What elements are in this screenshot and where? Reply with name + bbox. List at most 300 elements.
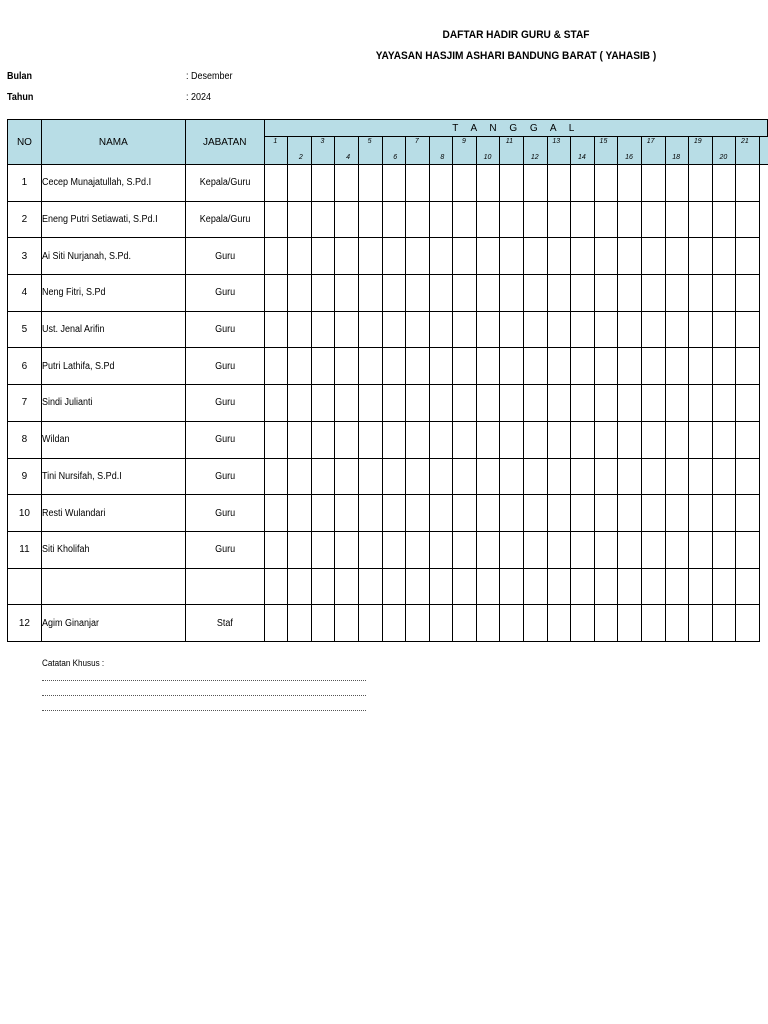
attendance-cell[interactable] (594, 348, 618, 385)
attendance-cell[interactable] (524, 568, 548, 605)
table-row (8, 605, 768, 642)
row-nama: Sindi Julianti (41, 397, 93, 409)
attendance-cell[interactable] (689, 238, 713, 275)
attendance-cell[interactable] (358, 385, 382, 422)
attendance-cell[interactable] (524, 275, 548, 312)
attendance-cell[interactable] (665, 495, 689, 532)
row-jabatan: Guru (214, 250, 235, 262)
attendance-cell[interactable] (571, 568, 595, 605)
attendance-cell[interactable] (311, 531, 335, 568)
attendance-cell[interactable] (500, 495, 524, 532)
attendance-cell[interactable] (500, 605, 524, 642)
attendance-cell[interactable] (476, 421, 500, 458)
attendance-cell[interactable] (288, 201, 312, 238)
attendance-cell[interactable] (453, 238, 477, 275)
attendance-cell[interactable] (524, 458, 548, 495)
attendance-cell[interactable] (641, 495, 665, 532)
attendance-cell[interactable] (547, 201, 571, 238)
attendance-cell[interactable] (288, 238, 312, 275)
attendance-cell[interactable] (594, 275, 618, 312)
attendance-cell[interactable] (641, 385, 665, 422)
attendance-cell[interactable] (358, 165, 382, 202)
attendance-cell[interactable] (689, 201, 713, 238)
attendance-cell[interactable] (712, 238, 736, 275)
attendance-cell[interactable] (618, 201, 642, 238)
attendance-cell[interactable] (524, 165, 548, 202)
attendance-cell[interactable] (736, 385, 760, 422)
attendance-cell[interactable] (358, 238, 382, 275)
attendance-cell[interactable] (429, 531, 453, 568)
attendance-cell[interactable] (358, 201, 382, 238)
attendance-cell[interactable] (335, 568, 359, 605)
row-jabatan-cell (185, 458, 264, 495)
attendance-cell[interactable] (689, 385, 713, 422)
row-nama: Agim Ginanjar (41, 617, 99, 629)
overflow-cell (759, 421, 767, 458)
attendance-cell[interactable] (429, 421, 453, 458)
attendance-cell[interactable] (429, 348, 453, 385)
attendance-cell[interactable] (641, 605, 665, 642)
attendance-cell[interactable] (264, 238, 288, 275)
attendance-cell[interactable] (665, 275, 689, 312)
attendance-cell[interactable] (500, 568, 524, 605)
attendance-cell[interactable] (358, 531, 382, 568)
attendance-cell[interactable] (594, 531, 618, 568)
attendance-cell[interactable] (547, 238, 571, 275)
header-nama: NAMA (41, 120, 185, 165)
attendance-cell[interactable] (311, 421, 335, 458)
attendance-cell[interactable] (524, 311, 548, 348)
attendance-cell[interactable] (453, 605, 477, 642)
attendance-cell[interactable] (476, 385, 500, 422)
attendance-cell[interactable] (665, 165, 689, 202)
attendance-cell[interactable] (500, 458, 524, 495)
attendance-cell[interactable] (406, 605, 430, 642)
attendance-cell[interactable] (594, 165, 618, 202)
attendance-cell[interactable] (712, 165, 736, 202)
attendance-cell[interactable] (335, 201, 359, 238)
attendance-cell[interactable] (382, 385, 406, 422)
attendance-cell[interactable] (712, 531, 736, 568)
attendance-cell[interactable] (665, 531, 689, 568)
attendance-cell[interactable] (335, 421, 359, 458)
row-nama-cell (41, 311, 185, 348)
attendance-cell[interactable] (665, 311, 689, 348)
attendance-cell[interactable] (571, 495, 595, 532)
attendance-cell[interactable] (406, 495, 430, 532)
attendance-cell[interactable] (406, 311, 430, 348)
attendance-cell[interactable] (665, 458, 689, 495)
attendance-cell[interactable] (641, 238, 665, 275)
attendance-cell[interactable] (476, 568, 500, 605)
attendance-cell[interactable] (453, 348, 477, 385)
attendance-cell[interactable] (453, 568, 477, 605)
attendance-cell[interactable] (571, 458, 595, 495)
attendance-cell[interactable] (524, 385, 548, 422)
attendance-cell[interactable] (736, 421, 760, 458)
row-jabatan-cell (185, 238, 264, 275)
attendance-cell[interactable] (712, 311, 736, 348)
day-header-cell (689, 137, 713, 165)
attendance-cell[interactable] (736, 568, 760, 605)
attendance-cell[interactable] (500, 165, 524, 202)
attendance-cell[interactable] (689, 421, 713, 458)
attendance-cell[interactable] (641, 165, 665, 202)
attendance-cell[interactable] (311, 605, 335, 642)
attendance-cell[interactable] (618, 238, 642, 275)
attendance-cell[interactable] (736, 495, 760, 532)
attendance-cell[interactable] (358, 421, 382, 458)
attendance-cell[interactable] (571, 238, 595, 275)
attendance-cell[interactable] (712, 385, 736, 422)
attendance-cell[interactable] (712, 201, 736, 238)
attendance-cell[interactable] (311, 458, 335, 495)
attendance-cell[interactable] (571, 275, 595, 312)
attendance-cell[interactable] (335, 495, 359, 532)
document-title: DAFTAR HADIR GURU & STAF (442, 29, 590, 41)
attendance-cell[interactable] (429, 458, 453, 495)
day-header-cell (382, 137, 406, 165)
attendance-cell[interactable] (358, 605, 382, 642)
attendance-cell[interactable] (311, 201, 335, 238)
row-jabatan-cell (185, 311, 264, 348)
attendance-cell[interactable] (712, 421, 736, 458)
attendance-cell[interactable] (406, 275, 430, 312)
attendance-cell[interactable] (641, 275, 665, 312)
attendance-cell[interactable] (335, 605, 359, 642)
attendance-cell[interactable] (547, 311, 571, 348)
attendance-cell[interactable] (594, 311, 618, 348)
attendance-cell[interactable] (665, 201, 689, 238)
attendance-cell[interactable] (476, 165, 500, 202)
attendance-cell[interactable] (571, 605, 595, 642)
attendance-cell[interactable] (594, 385, 618, 422)
attendance-cell[interactable] (288, 605, 312, 642)
attendance-cell[interactable] (689, 458, 713, 495)
attendance-cell[interactable] (453, 385, 477, 422)
attendance-cell[interactable] (689, 165, 713, 202)
attendance-cell[interactable] (689, 568, 713, 605)
attendance-cell[interactable] (406, 458, 430, 495)
attendance-cell[interactable] (382, 495, 406, 532)
attendance-cell[interactable] (618, 568, 642, 605)
attendance-cell[interactable] (453, 311, 477, 348)
attendance-cell[interactable] (594, 421, 618, 458)
attendance-cell[interactable] (618, 385, 642, 422)
day-header-cell (641, 137, 665, 165)
attendance-cell[interactable] (618, 311, 642, 348)
attendance-cell[interactable] (547, 568, 571, 605)
attendance-cell[interactable] (618, 495, 642, 532)
attendance-cell[interactable] (736, 311, 760, 348)
attendance-cell[interactable] (571, 531, 595, 568)
row-nama-cell (41, 348, 185, 385)
attendance-cell[interactable] (335, 238, 359, 275)
table-row (8, 495, 768, 532)
attendance-cell[interactable] (358, 495, 382, 532)
attendance-cell[interactable] (641, 348, 665, 385)
attendance-cell[interactable] (665, 568, 689, 605)
attendance-cell[interactable] (641, 421, 665, 458)
attendance-cell[interactable] (406, 238, 430, 275)
attendance-cell[interactable] (500, 201, 524, 238)
attendance-cell[interactable] (358, 458, 382, 495)
attendance-cell[interactable] (665, 348, 689, 385)
attendance-cell[interactable] (335, 458, 359, 495)
row-number: 8 (8, 421, 42, 458)
attendance-cell[interactable] (618, 165, 642, 202)
attendance-cell[interactable] (500, 348, 524, 385)
attendance-cell[interactable] (594, 568, 618, 605)
day-header-cell (500, 137, 524, 165)
attendance-cell[interactable] (335, 348, 359, 385)
attendance-cell[interactable] (689, 348, 713, 385)
attendance-cell[interactable] (594, 238, 618, 275)
attendance-cell[interactable] (571, 311, 595, 348)
day-header-cell (264, 137, 288, 165)
attendance-cell[interactable] (264, 421, 288, 458)
attendance-cell[interactable] (618, 421, 642, 458)
attendance-cell[interactable] (476, 531, 500, 568)
attendance-cell[interactable] (429, 311, 453, 348)
attendance-cell[interactable] (571, 421, 595, 458)
attendance-cell[interactable] (571, 385, 595, 422)
attendance-cell[interactable] (311, 238, 335, 275)
attendance-cell[interactable] (476, 458, 500, 495)
attendance-cell[interactable] (547, 385, 571, 422)
attendance-cell[interactable] (453, 495, 477, 532)
attendance-cell[interactable] (712, 275, 736, 312)
attendance-cell[interactable] (288, 458, 312, 495)
attendance-cell[interactable] (571, 165, 595, 202)
attendance-cell[interactable] (406, 531, 430, 568)
attendance-cell[interactable] (406, 165, 430, 202)
attendance-cell[interactable] (736, 201, 760, 238)
attendance-cell[interactable] (665, 421, 689, 458)
attendance-cell[interactable] (594, 201, 618, 238)
attendance-cell[interactable] (311, 568, 335, 605)
attendance-cell[interactable] (264, 568, 288, 605)
attendance-cell[interactable] (406, 421, 430, 458)
row-jabatan-cell (185, 201, 264, 238)
attendance-cell[interactable] (736, 605, 760, 642)
attendance-cell[interactable] (382, 568, 406, 605)
attendance-cell[interactable] (311, 348, 335, 385)
attendance-cell[interactable] (665, 385, 689, 422)
attendance-cell[interactable] (382, 311, 406, 348)
attendance-cell[interactable] (476, 238, 500, 275)
attendance-cell[interactable] (453, 165, 477, 202)
attendance-cell[interactable] (406, 568, 430, 605)
attendance-cell[interactable] (524, 531, 548, 568)
attendance-cell[interactable] (712, 605, 736, 642)
attendance-cell[interactable] (288, 311, 312, 348)
attendance-cell[interactable] (547, 531, 571, 568)
attendance-cell[interactable] (406, 348, 430, 385)
attendance-cell[interactable] (547, 495, 571, 532)
attendance-cell[interactable] (524, 348, 548, 385)
attendance-cell[interactable] (264, 605, 288, 642)
attendance-cell[interactable] (712, 568, 736, 605)
attendance-cell[interactable] (547, 275, 571, 312)
attendance-cell[interactable] (406, 385, 430, 422)
attendance-cell[interactable] (641, 311, 665, 348)
attendance-cell[interactable] (641, 531, 665, 568)
attendance-cell[interactable] (500, 385, 524, 422)
attendance-cell[interactable] (476, 275, 500, 312)
attendance-cell[interactable] (712, 348, 736, 385)
attendance-cell[interactable] (524, 605, 548, 642)
attendance-cell[interactable] (311, 165, 335, 202)
attendance-cell[interactable] (665, 605, 689, 642)
attendance-cell[interactable] (736, 531, 760, 568)
attendance-cell[interactable] (476, 201, 500, 238)
attendance-cell[interactable] (264, 458, 288, 495)
attendance-cell[interactable] (335, 385, 359, 422)
attendance-cell[interactable] (547, 165, 571, 202)
attendance-cell[interactable] (311, 385, 335, 422)
attendance-cell[interactable] (358, 348, 382, 385)
attendance-cell[interactable] (429, 238, 453, 275)
attendance-cell[interactable] (594, 605, 618, 642)
attendance-cell[interactable] (382, 238, 406, 275)
attendance-cell[interactable] (618, 275, 642, 312)
attendance-cell[interactable] (264, 531, 288, 568)
attendance-cell[interactable] (288, 348, 312, 385)
attendance-cell[interactable] (382, 348, 406, 385)
attendance-cell[interactable] (500, 531, 524, 568)
attendance-cell[interactable] (594, 495, 618, 532)
attendance-cell[interactable] (547, 605, 571, 642)
attendance-cell[interactable] (689, 311, 713, 348)
attendance-cell[interactable] (547, 348, 571, 385)
attendance-cell[interactable] (288, 275, 312, 312)
attendance-cell[interactable] (264, 495, 288, 532)
row-nama-cell (41, 458, 185, 495)
attendance-cell[interactable] (429, 165, 453, 202)
table-row (8, 568, 768, 605)
attendance-cell[interactable] (736, 275, 760, 312)
attendance-cell[interactable] (689, 495, 713, 532)
attendance-cell[interactable] (618, 458, 642, 495)
attendance-cell[interactable] (288, 568, 312, 605)
attendance-cell[interactable] (524, 421, 548, 458)
attendance-cell[interactable] (476, 348, 500, 385)
attendance-cell[interactable] (736, 238, 760, 275)
attendance-cell[interactable] (358, 568, 382, 605)
attendance-cell[interactable] (335, 275, 359, 312)
attendance-cell[interactable] (382, 275, 406, 312)
attendance-cell[interactable] (311, 495, 335, 532)
attendance-cell[interactable] (429, 385, 453, 422)
attendance-cell[interactable] (476, 495, 500, 532)
attendance-cell[interactable] (665, 238, 689, 275)
attendance-cell[interactable] (500, 275, 524, 312)
attendance-cell[interactable] (547, 458, 571, 495)
attendance-cell[interactable] (736, 348, 760, 385)
attendance-cell[interactable] (453, 421, 477, 458)
row-nama: Resti Wulandari (41, 507, 106, 519)
attendance-cell[interactable] (358, 311, 382, 348)
day-number: 16 (625, 154, 633, 161)
attendance-cell[interactable] (264, 275, 288, 312)
attendance-cell[interactable] (382, 201, 406, 238)
attendance-cell[interactable] (618, 348, 642, 385)
attendance-cell[interactable] (311, 311, 335, 348)
attendance-cell[interactable] (641, 458, 665, 495)
attendance-cell[interactable] (476, 311, 500, 348)
attendance-cell[interactable] (571, 201, 595, 238)
attendance-cell[interactable] (288, 495, 312, 532)
attendance-cell[interactable] (524, 201, 548, 238)
attendance-cell[interactable] (618, 531, 642, 568)
attendance-cell[interactable] (382, 605, 406, 642)
attendance-cell[interactable] (712, 495, 736, 532)
attendance-cell[interactable] (571, 348, 595, 385)
attendance-cell[interactable] (288, 531, 312, 568)
attendance-cell[interactable] (382, 165, 406, 202)
attendance-cell[interactable] (689, 531, 713, 568)
attendance-cell[interactable] (524, 238, 548, 275)
attendance-cell[interactable] (429, 201, 453, 238)
attendance-cell[interactable] (264, 201, 288, 238)
attendance-cell[interactable] (547, 421, 571, 458)
attendance-cell[interactable] (429, 495, 453, 532)
attendance-cell[interactable] (264, 348, 288, 385)
attendance-cell[interactable] (500, 311, 524, 348)
attendance-cell[interactable] (453, 531, 477, 568)
attendance-cell[interactable] (641, 201, 665, 238)
attendance-cell[interactable] (453, 201, 477, 238)
attendance-cell[interactable] (288, 385, 312, 422)
attendance-cell[interactable] (429, 568, 453, 605)
attendance-cell[interactable] (736, 458, 760, 495)
attendance-cell[interactable] (500, 421, 524, 458)
attendance-cell[interactable] (311, 275, 335, 312)
attendance-cell[interactable] (335, 531, 359, 568)
row-nama-cell (41, 165, 185, 202)
attendance-cell[interactable] (264, 311, 288, 348)
attendance-cell[interactable] (264, 165, 288, 202)
attendance-cell[interactable] (288, 165, 312, 202)
attendance-cell[interactable] (406, 201, 430, 238)
attendance-cell[interactable] (382, 531, 406, 568)
attendance-cell[interactable] (618, 605, 642, 642)
attendance-cell[interactable] (524, 495, 548, 532)
attendance-cell[interactable] (264, 385, 288, 422)
attendance-cell[interactable] (736, 165, 760, 202)
attendance-cell[interactable] (453, 275, 477, 312)
attendance-cell[interactable] (335, 311, 359, 348)
attendance-cell[interactable] (712, 458, 736, 495)
row-jabatan: Kepala/Guru (199, 214, 251, 226)
attendance-cell[interactable] (288, 421, 312, 458)
attendance-cell[interactable] (429, 605, 453, 642)
attendance-cell[interactable] (476, 605, 500, 642)
attendance-cell[interactable] (594, 458, 618, 495)
attendance-cell[interactable] (689, 605, 713, 642)
attendance-cell[interactable] (358, 275, 382, 312)
attendance-cell[interactable] (453, 458, 477, 495)
attendance-cell[interactable] (689, 275, 713, 312)
attendance-cell[interactable] (500, 238, 524, 275)
attendance-cell[interactable] (335, 165, 359, 202)
attendance-cell[interactable] (641, 568, 665, 605)
table-row (8, 348, 768, 385)
attendance-cell[interactable] (382, 458, 406, 495)
attendance-cell[interactable] (429, 275, 453, 312)
attendance-cell[interactable] (382, 421, 406, 458)
